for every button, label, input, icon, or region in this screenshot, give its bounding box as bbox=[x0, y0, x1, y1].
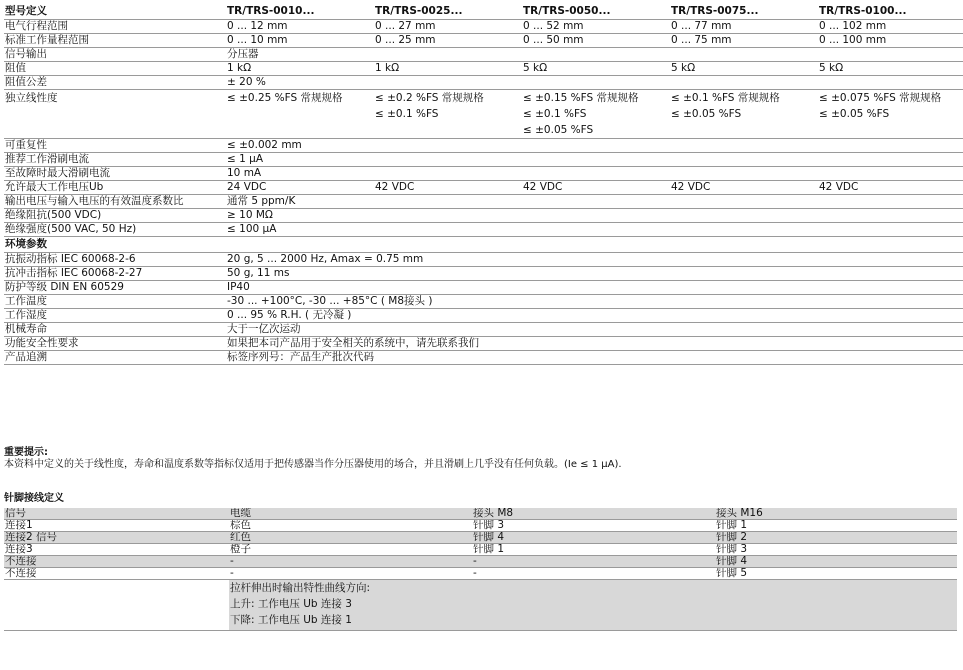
pin-cell: - bbox=[472, 556, 715, 568]
spec-row bbox=[4, 34, 963, 48]
spec-row-label: 可重复性 bbox=[5, 139, 47, 151]
pin-cell: 针脚 1 bbox=[716, 519, 748, 531]
spec-cell bbox=[522, 153, 670, 167]
spec-cell bbox=[818, 48, 963, 62]
env-row-label: 抗冲击指标 IEC 60068-2-27 bbox=[5, 267, 143, 279]
env-row bbox=[4, 323, 963, 337]
pin-footer-line: 下降: 工作电压 Ub 连接 1 bbox=[230, 614, 352, 626]
env-row-value: 标签序列号：产品生产批次代码 bbox=[227, 351, 374, 363]
spec-cell bbox=[818, 153, 963, 167]
spec-cell bbox=[522, 223, 670, 237]
env-row-value: 0 ... 95 % R.H. ( 无冷凝 ) bbox=[227, 309, 352, 321]
linearity-row bbox=[4, 90, 963, 139]
env-row-value: IP40 bbox=[227, 281, 250, 293]
spec-row-label: 电气行程范围 bbox=[5, 20, 68, 32]
spec-cell: 24 VDC bbox=[227, 181, 267, 193]
spec-cell: 0 ... 50 mm bbox=[523, 34, 584, 46]
spec-cell: 0 ... 102 mm bbox=[819, 20, 887, 32]
env-row-value: 20 g, 5 ... 2000 Hz, Amax = 0.75 mm bbox=[227, 253, 424, 265]
env-row-label: 抗振动指标 IEC 60068-2-6 bbox=[5, 253, 136, 265]
spec-cell bbox=[670, 209, 818, 223]
spec-row-label: 允许最大工作电压Ub bbox=[5, 181, 104, 193]
spec-header-model: TR/TRS-0025... bbox=[375, 5, 463, 17]
spec-cell bbox=[374, 195, 522, 209]
spec-row bbox=[4, 209, 963, 223]
linearity-label: 独立线性度 bbox=[5, 92, 58, 104]
env-row-label: 产品追溯 bbox=[5, 351, 47, 363]
spec-cell: 0 ... 12 mm bbox=[227, 20, 288, 32]
spec-cell: 0 ... 10 mm bbox=[227, 34, 288, 46]
spec-cell bbox=[374, 76, 522, 90]
env-header-row bbox=[4, 237, 963, 253]
pin-footer-line: 上升: 工作电压 Ub 连接 3 bbox=[230, 598, 352, 610]
linearity-line: ≤ ±0.1 %FS bbox=[523, 108, 587, 120]
spec-cell: 42 VDC bbox=[671, 181, 711, 193]
spec-cell bbox=[818, 90, 963, 139]
spec-header-row bbox=[4, 4, 963, 20]
spec-cell: 42 VDC bbox=[375, 181, 415, 193]
spec-cell: ≤ ±0.002 mm bbox=[227, 139, 302, 151]
spec-cell: ± 20 % bbox=[227, 76, 266, 88]
spec-row-label: 阻值 bbox=[5, 62, 26, 74]
spec-row bbox=[4, 223, 963, 237]
env-row bbox=[4, 295, 963, 309]
spec-cell bbox=[670, 167, 818, 181]
spec-cell bbox=[522, 90, 670, 139]
pin-cell: 针脚 4 bbox=[472, 532, 715, 544]
spec-cell bbox=[670, 195, 818, 209]
spec-header-label: 型号定义 bbox=[5, 5, 47, 17]
spec-cell bbox=[374, 223, 522, 237]
note-body: 本资料中定义的关于线性度，寿命和温度系数等指标仅适用于把传感器当作分压器使用的场合，并且滑刷上几乎没有任何负载。(Ie ≤ 1 µA). bbox=[4, 459, 622, 470]
spec-cell bbox=[670, 76, 818, 90]
env-row-label: 功能安全性要求 bbox=[5, 337, 79, 349]
pin-header-cell: 接头 M16 bbox=[715, 508, 957, 520]
spec-cell bbox=[374, 167, 522, 181]
spec-cell: ≥ 10 MΩ bbox=[227, 209, 273, 221]
spec-row bbox=[4, 76, 963, 90]
spec-cell bbox=[522, 209, 670, 223]
spec-row bbox=[4, 20, 963, 34]
pin-row bbox=[4, 568, 957, 580]
env-row-value: 如果把本司产品用于安全相关的系统中，请先联系我们 bbox=[227, 337, 479, 349]
pin-cell: 不连接 bbox=[4, 556, 229, 568]
spec-header-model: TR/TRS-0075... bbox=[671, 5, 759, 17]
pin-header-cell: 电缆 bbox=[229, 508, 472, 520]
spec-cell bbox=[670, 90, 818, 139]
spec-cell: 0 ... 25 mm bbox=[375, 34, 436, 46]
spec-cell bbox=[818, 223, 963, 237]
spec-cell: 5 kΩ bbox=[819, 62, 844, 74]
spec-cell bbox=[374, 48, 522, 62]
spec-cell bbox=[670, 153, 818, 167]
pin-cell: 棕色 bbox=[230, 519, 251, 531]
env-row-label: 防护等级 DIN EN 60529 bbox=[5, 281, 124, 293]
env-row bbox=[4, 267, 963, 281]
spec-row bbox=[4, 195, 963, 209]
pin-cell: 红色 bbox=[229, 532, 472, 544]
linearity-line: ≤ ±0.2 %FS 常规规格 bbox=[375, 92, 484, 104]
spec-cell: 42 VDC bbox=[523, 181, 563, 193]
linearity-line: ≤ ±0.05 %FS bbox=[523, 124, 594, 136]
env-header: 环境参数 bbox=[5, 238, 47, 250]
spec-cell bbox=[818, 167, 963, 181]
spec-table bbox=[4, 4, 963, 365]
spec-cell: 1 kΩ bbox=[375, 62, 400, 74]
linearity-line: ≤ ±0.05 %FS bbox=[671, 108, 742, 120]
spec-row-label: 输出电压与输入电压的有效温度系数比 bbox=[5, 195, 184, 207]
spec-cell: 分压器 bbox=[227, 48, 259, 60]
env-row-label: 工作温度 bbox=[5, 295, 47, 307]
spec-row-label: 推荐工作滑刷电流 bbox=[5, 153, 89, 165]
pin-cell: 针脚 1 bbox=[473, 543, 505, 555]
spec-row-label: 信号输出 bbox=[5, 48, 47, 60]
spec-cell bbox=[670, 48, 818, 62]
spec-header-model: TR/TRS-0050... bbox=[523, 5, 611, 17]
spec-cell bbox=[374, 153, 522, 167]
spec-cell: 0 ... 75 mm bbox=[671, 34, 732, 46]
pin-cell: 连接3 bbox=[5, 543, 33, 555]
spec-cell bbox=[670, 223, 818, 237]
pin-row bbox=[4, 544, 957, 556]
pin-row bbox=[4, 520, 957, 532]
spec-cell bbox=[374, 139, 522, 153]
spec-cell bbox=[374, 209, 522, 223]
spec-header-model: TR/TRS-0010... bbox=[227, 5, 315, 17]
spec-cell bbox=[670, 139, 818, 153]
pin-footer-note bbox=[229, 580, 957, 631]
pin-header-cell: 接头 M8 bbox=[472, 508, 715, 520]
env-row bbox=[4, 253, 963, 267]
spec-cell bbox=[522, 167, 670, 181]
pin-header-row bbox=[4, 508, 957, 520]
spec-cell: 通常 5 ppm/K bbox=[227, 195, 296, 207]
pin-cell: 针脚 2 bbox=[715, 532, 957, 544]
env-row-value: 50 g, 11 ms bbox=[227, 267, 290, 279]
spec-cell bbox=[818, 76, 963, 90]
spec-row-label: 阻值公差 bbox=[5, 76, 47, 88]
important-note bbox=[4, 447, 957, 471]
env-row bbox=[4, 351, 963, 365]
pin-cell: 针脚 4 bbox=[715, 556, 957, 568]
spec-cell bbox=[818, 195, 963, 209]
linearity-line: ≤ ±0.075 %FS 常规规格 bbox=[819, 92, 942, 104]
env-row bbox=[4, 281, 963, 295]
pin-cell: 针脚 3 bbox=[473, 519, 505, 531]
spec-header-model: TR/TRS-0100... bbox=[819, 5, 907, 17]
spec-cell: 10 mA bbox=[227, 167, 262, 179]
spec-row-label bbox=[4, 90, 226, 139]
spec-cell: 1 kΩ bbox=[227, 62, 252, 74]
spec-row-label: 标准工作量程范围 bbox=[5, 34, 89, 46]
pin-row bbox=[4, 556, 957, 568]
pin-footer-line: 拉杆伸出时输出特性曲线方向: bbox=[230, 582, 371, 594]
env-row bbox=[4, 309, 963, 323]
pin-cell: 橙子 bbox=[230, 543, 251, 555]
spec-cell: ≤ 100 µA bbox=[227, 223, 277, 235]
spec-row bbox=[4, 181, 963, 195]
linearity-line: ≤ ±0.1 %FS bbox=[375, 108, 439, 120]
env-row-value: -30 ... +100°C, -30 ... +85°C ( M8接头 ) bbox=[227, 295, 433, 307]
spec-cell: 5 kΩ bbox=[523, 62, 548, 74]
spec-cell bbox=[818, 139, 963, 153]
note-title: 重要提示: bbox=[4, 447, 48, 458]
spec-cell bbox=[522, 195, 670, 209]
pin-cell: 针脚 5 bbox=[716, 567, 748, 579]
linearity-line: ≤ ±0.15 %FS 常规规格 bbox=[523, 92, 639, 104]
spec-cell bbox=[374, 90, 522, 139]
spec-cell: ≤ 1 µA bbox=[227, 153, 264, 165]
spec-row-label: 绝缘强度(500 VAC, 50 Hz) bbox=[5, 223, 137, 235]
spec-row bbox=[4, 139, 963, 153]
pin-table bbox=[4, 508, 957, 631]
spec-cell: 42 VDC bbox=[819, 181, 859, 193]
spec-cell: 0 ... 100 mm bbox=[819, 34, 887, 46]
linearity-line: ≤ ±0.05 %FS bbox=[819, 108, 890, 120]
spec-row-label: 绝缘阻抗(500 VDC) bbox=[5, 209, 102, 221]
pin-footer-spacer bbox=[4, 580, 229, 631]
spec-cell bbox=[522, 76, 670, 90]
spec-cell: 0 ... 77 mm bbox=[671, 20, 732, 32]
spec-cell: 0 ... 27 mm bbox=[375, 20, 436, 32]
pin-footer-row bbox=[4, 580, 957, 631]
spec-cell: 5 kΩ bbox=[671, 62, 696, 74]
spec-cell bbox=[226, 90, 374, 139]
pin-cell: - bbox=[229, 556, 472, 568]
pin-section-title: 针脚接线定义 bbox=[4, 493, 64, 504]
env-row-label: 机械寿命 bbox=[5, 323, 47, 335]
pin-row bbox=[4, 532, 957, 544]
spec-row bbox=[4, 48, 963, 62]
spec-row bbox=[4, 62, 963, 76]
spec-row bbox=[4, 167, 963, 181]
spec-row bbox=[4, 153, 963, 167]
pin-cell: 连接1 bbox=[5, 519, 33, 531]
env-row-value: 大于一亿次运动 bbox=[227, 323, 301, 335]
spec-cell bbox=[522, 48, 670, 62]
pin-cell: 针脚 3 bbox=[716, 543, 748, 555]
pin-cell: - bbox=[473, 567, 477, 579]
pin-cell: 连接2 信号 bbox=[4, 532, 229, 544]
pin-cell: 不连接 bbox=[5, 567, 37, 579]
env-row-label: 工作湿度 bbox=[5, 309, 47, 321]
spec-row-label: 至故障时最大滑刷电流 bbox=[5, 167, 110, 179]
linearity-line: ≤ ±0.1 %FS 常规规格 bbox=[671, 92, 780, 104]
spec-cell: 0 ... 52 mm bbox=[523, 20, 584, 32]
spec-cell bbox=[522, 139, 670, 153]
pin-cell: - bbox=[230, 567, 234, 579]
env-row bbox=[4, 337, 963, 351]
linearity-line: ≤ ±0.25 %FS 常规规格 bbox=[227, 92, 343, 104]
pin-header-cell: 信号 bbox=[4, 508, 229, 520]
spec-cell bbox=[818, 209, 963, 223]
